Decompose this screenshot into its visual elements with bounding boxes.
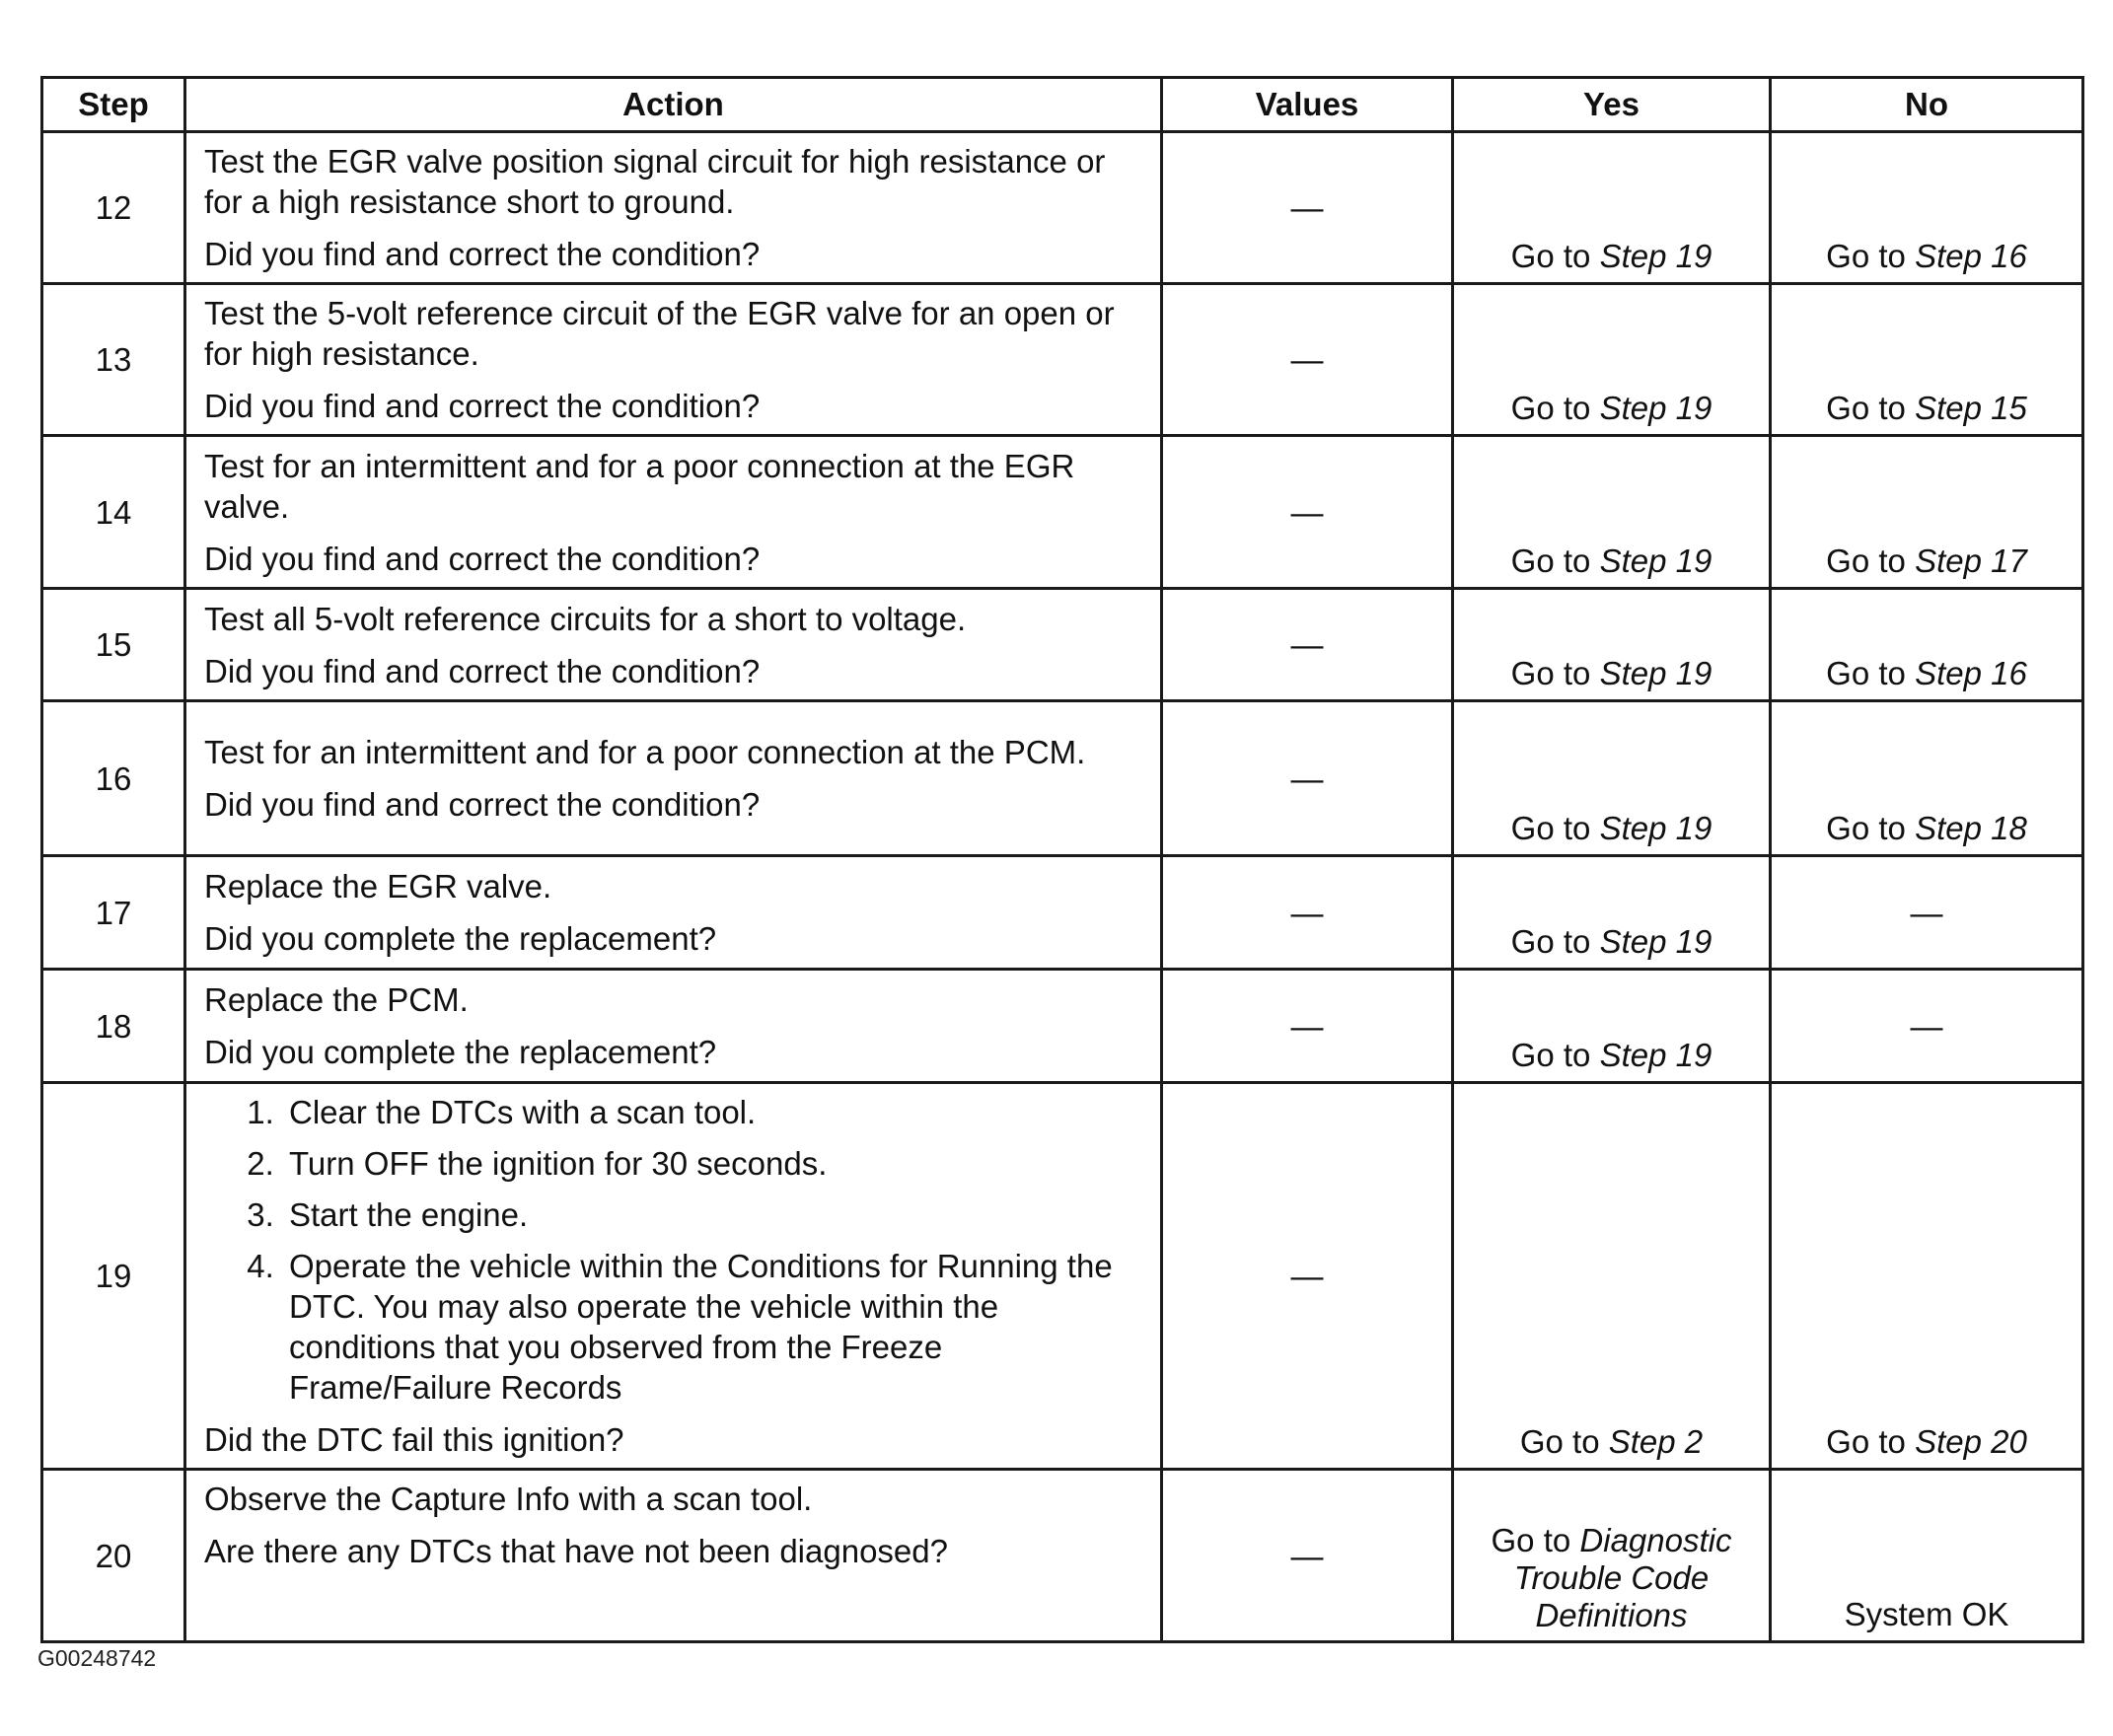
no-cell [1771, 436, 2083, 589]
no-target: Step 16 [1915, 238, 2027, 274]
values-cell: — [1162, 701, 1453, 856]
yes-target: Step 19 [1599, 390, 1712, 426]
action-text: Observe the Capture Info with a scan tool. [204, 1481, 813, 1517]
values-cell: — [1162, 1470, 1453, 1642]
yes-cell [1453, 436, 1771, 589]
values-cell: — [1162, 132, 1453, 284]
action-text: Replace the PCM. [204, 981, 469, 1018]
header-step: Step [42, 78, 185, 132]
header-no: No [1771, 78, 2083, 132]
values-cell: — [1162, 284, 1453, 436]
yes-prefix: Go to [1510, 1037, 1600, 1073]
no-prefix: Go to [1826, 390, 1916, 426]
header-yes: Yes [1453, 78, 1771, 132]
header-row [42, 78, 2083, 132]
action-question: Did the DTC fail this ignition? [204, 1421, 624, 1458]
yes-target: Step 19 [1599, 923, 1712, 960]
no-cell: — [1771, 970, 2083, 1083]
table-row [42, 284, 2083, 436]
yes-cell [1453, 1083, 1771, 1470]
yes-target: Step 19 [1599, 542, 1712, 579]
action-text: Test for an intermittent and for a poor connection at the PCM. [204, 734, 1086, 770]
action-cell [185, 1470, 1162, 1642]
step-number: 12 [42, 132, 185, 284]
action-cell [185, 132, 1162, 284]
no-cell: System OK [1771, 1470, 2083, 1642]
action-text: Test for an intermittent and for a poor connection at the EGR valve. [204, 447, 1075, 525]
step-number: 20 [42, 1470, 185, 1642]
diagnostic-table [40, 76, 2084, 1643]
yes-cell [1453, 589, 1771, 701]
action-cell [185, 436, 1162, 589]
action-text: Test the EGR valve position signal circuit for high resistance or for a high resistance short to ground. [204, 143, 1106, 220]
header-values: Values [1162, 78, 1453, 132]
step-number: 14 [42, 436, 185, 589]
table-row [42, 856, 2083, 970]
yes-target: Step 19 [1599, 238, 1712, 274]
no-cell [1771, 701, 2083, 856]
action-question: Did you find and correct the condition? [204, 540, 761, 577]
yes-prefix: Go to [1510, 655, 1600, 691]
action-cell [185, 589, 1162, 701]
values-cell: — [1162, 970, 1453, 1083]
sub-steps-list [204, 1092, 1142, 1408]
action-text: Test the 5-volt reference circuit of the EGR valve for an open or for high resistance. [204, 295, 1115, 372]
values-cell: — [1162, 589, 1453, 701]
values-cell: — [1162, 436, 1453, 589]
yes-prefix: Go to [1491, 1522, 1580, 1558]
action-text: Test all 5-volt reference circuits for a short to voltage. [204, 600, 967, 637]
sub-step: 1. Clear the DTCs with a scan tool. [283, 1092, 1142, 1132]
yes-target: Step 19 [1599, 655, 1712, 691]
table-row [42, 436, 2083, 589]
no-target: Step 16 [1915, 655, 2027, 691]
action-question: Did you find and correct the condition? [204, 786, 761, 823]
action-question: Did you find and correct the condition? [204, 388, 761, 424]
values-cell: — [1162, 856, 1453, 970]
action-question: Did you complete the replacement? [204, 920, 717, 957]
yes-cell [1453, 132, 1771, 284]
no-cell: — [1771, 856, 2083, 970]
yes-cell [1453, 1470, 1771, 1642]
no-cell [1771, 1083, 2083, 1470]
step-number: 13 [42, 284, 185, 436]
yes-prefix: Go to [1519, 1423, 1609, 1460]
action-question: Are there any DTCs that have not been diagnosed? [204, 1533, 948, 1569]
action-cell [185, 970, 1162, 1083]
action-cell [185, 701, 1162, 856]
figure-id: G00248742 [37, 1645, 157, 1671]
step-number: 16 [42, 701, 185, 856]
yes-cell [1453, 856, 1771, 970]
table-row [42, 1083, 2083, 1470]
no-prefix: Go to [1826, 655, 1916, 691]
no-prefix: Go to [1826, 542, 1916, 579]
yes-prefix: Go to [1510, 810, 1600, 846]
yes-cell [1453, 970, 1771, 1083]
table-row [42, 132, 2083, 284]
table-row [42, 1470, 2083, 1642]
action-question: Did you complete the replacement? [204, 1034, 717, 1070]
action-text: Replace the EGR valve. [204, 868, 552, 904]
step-number: 19 [42, 1083, 185, 1470]
yes-prefix: Go to [1510, 542, 1600, 579]
yes-target: Step 19 [1599, 1037, 1712, 1073]
no-target: Step 15 [1915, 390, 2027, 426]
step-number: 18 [42, 970, 185, 1083]
table-row [42, 701, 2083, 856]
yes-cell [1453, 284, 1771, 436]
values-cell: — [1162, 1083, 1453, 1470]
sub-step: 2. Turn OFF the ignition for 30 seconds. [283, 1143, 1142, 1184]
yes-prefix: Go to [1510, 390, 1600, 426]
step-number: 17 [42, 856, 185, 970]
sub-step: 3. Start the engine. [283, 1194, 1142, 1235]
action-question: Did you find and correct the condition? [204, 652, 761, 689]
yes-target: Step 19 [1599, 810, 1712, 846]
no-cell [1771, 284, 2083, 436]
action-question: Did you find and correct the condition? [204, 236, 761, 272]
yes-prefix: Go to [1510, 238, 1600, 274]
action-cell [185, 284, 1162, 436]
yes-target: Step 2 [1608, 1423, 1704, 1460]
yes-target: Diagnostic Trouble Code Definitions [1513, 1522, 1732, 1633]
no-prefix: Go to [1826, 238, 1916, 274]
sub-step: 4. Operate the vehicle within the Conditions for Running the DTC. You may also operate the vehicle within the conditions that you observed from the Freeze Frame/Failure Records [283, 1246, 1142, 1408]
no-cell [1771, 589, 2083, 701]
action-cell [185, 856, 1162, 970]
yes-prefix: Go to [1510, 923, 1600, 960]
no-prefix: Go to [1826, 1423, 1916, 1460]
no-target: Step 17 [1915, 542, 2027, 579]
table-row [42, 970, 2083, 1083]
no-target: Step 20 [1915, 1423, 2027, 1460]
no-cell [1771, 132, 2083, 284]
no-prefix: Go to [1826, 810, 1916, 846]
header-action: Action [185, 78, 1162, 132]
step-number: 15 [42, 589, 185, 701]
action-cell [185, 1083, 1162, 1470]
no-target: Step 18 [1915, 810, 2027, 846]
yes-cell [1453, 701, 1771, 856]
table-row [42, 589, 2083, 701]
